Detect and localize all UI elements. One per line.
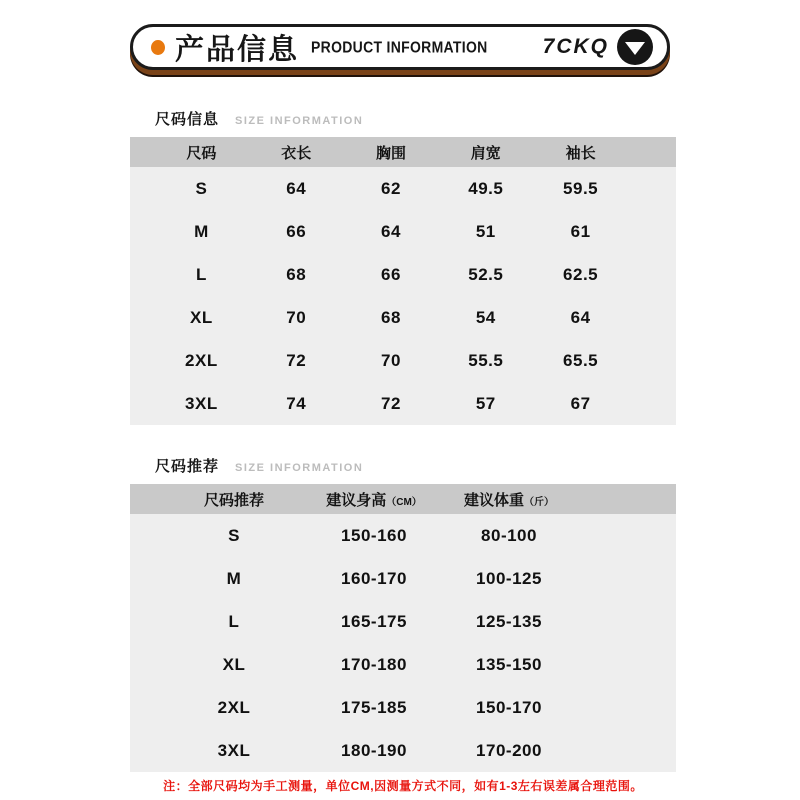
orange-dot-icon xyxy=(151,40,165,55)
value-cell: 66 xyxy=(381,264,401,284)
table-row xyxy=(154,686,628,729)
size-label: L xyxy=(195,264,207,284)
value-cell: 61 xyxy=(570,221,591,241)
brand-logo: 7CKQ xyxy=(542,35,609,58)
value-cell: 150-160 xyxy=(341,525,407,545)
value-cell: 74 xyxy=(286,393,307,413)
table-row xyxy=(154,514,628,557)
down-arrow-icon xyxy=(625,42,645,55)
value-cell: 165-175 xyxy=(341,611,407,631)
size-label: 3XL xyxy=(217,740,251,760)
table-row xyxy=(154,167,628,210)
section-title: 尺码信息 xyxy=(155,111,220,128)
column-header-label: 建议身高 xyxy=(326,491,387,509)
value-cell: 52.5 xyxy=(468,264,504,284)
value-cell: 59.5 xyxy=(563,178,599,198)
table-row xyxy=(154,253,628,296)
column-header xyxy=(314,489,434,510)
section-size-recommend-heading xyxy=(155,455,363,476)
value-cell: 66 xyxy=(286,221,307,241)
value-cell: 64 xyxy=(381,221,401,241)
value-cell: 68 xyxy=(286,264,307,284)
column-header-unit: （斤） xyxy=(524,496,554,508)
size-label: XL xyxy=(190,307,213,327)
table-row xyxy=(154,729,628,772)
value-cell: 64 xyxy=(570,307,591,327)
column-header: 衣长 xyxy=(281,144,312,162)
column-header-unit: （CM） xyxy=(386,496,422,508)
column-header: 肩宽 xyxy=(470,144,501,162)
size-table xyxy=(130,137,676,425)
table-row xyxy=(154,643,628,686)
column-header: 尺码 xyxy=(186,144,217,162)
value-cell: 62.5 xyxy=(563,264,599,284)
value-cell: 160-170 xyxy=(341,568,407,588)
column-header-label: 建议体重 xyxy=(463,491,524,509)
value-cell: 62 xyxy=(381,178,401,198)
value-cell: 54 xyxy=(475,307,496,327)
value-cell: 51 xyxy=(475,221,496,241)
table-row xyxy=(154,339,628,382)
column-header xyxy=(434,489,584,510)
value-cell: 57 xyxy=(475,393,496,413)
size-label: S xyxy=(195,178,208,198)
section-subtitle: SIZE INFORMATION xyxy=(235,115,364,127)
value-cell: 125-135 xyxy=(476,611,542,631)
size-label: S xyxy=(228,525,240,545)
size-recommend-table xyxy=(130,484,676,772)
size-recommend-table-body xyxy=(130,514,676,772)
size-label: L xyxy=(228,611,240,631)
value-cell: 64 xyxy=(286,178,307,198)
value-cell: 170-200 xyxy=(476,740,542,760)
value-cell: 55.5 xyxy=(468,350,504,370)
section-size-info-heading xyxy=(155,108,363,129)
table-row xyxy=(154,600,628,643)
size-recommend-header-row xyxy=(130,484,676,514)
size-label: M xyxy=(226,568,242,588)
column-header: 袖长 xyxy=(565,144,596,162)
table-row xyxy=(154,296,628,339)
column-header: 胸围 xyxy=(375,144,406,162)
measurement-note: 注：全部尺码均为手工测量，单位CM,因测量方式不同，如有1-3左右误差属合理范围。 xyxy=(163,779,643,793)
value-cell: 72 xyxy=(381,393,401,413)
section-title: 尺码推荐 xyxy=(155,458,220,475)
value-cell: 70 xyxy=(286,307,307,327)
value-cell: 68 xyxy=(381,307,401,327)
value-cell: 175-185 xyxy=(341,697,407,717)
value-cell: 100-125 xyxy=(476,568,542,588)
table-row xyxy=(154,382,628,425)
page-subtitle: PRODUCT INFORMATION xyxy=(311,38,488,56)
value-cell: 72 xyxy=(286,350,307,370)
size-label: M xyxy=(194,221,209,241)
value-cell: 150-170 xyxy=(476,697,542,717)
size-label: 2XL xyxy=(185,350,218,370)
value-cell: 70 xyxy=(381,350,401,370)
column-header-label: 尺码推荐 xyxy=(203,491,264,509)
table-row xyxy=(154,210,628,253)
value-cell: 65.5 xyxy=(563,350,599,370)
header-banner xyxy=(130,24,670,70)
value-cell: 80-100 xyxy=(481,525,537,545)
value-cell: 67 xyxy=(570,393,591,413)
size-table-body xyxy=(130,167,676,425)
value-cell: 49.5 xyxy=(468,178,504,198)
page-title: 产品信息 xyxy=(175,33,300,66)
value-cell: 135-150 xyxy=(476,654,542,674)
down-arrow-circle-icon xyxy=(617,29,653,65)
size-table-header-row xyxy=(130,137,676,167)
value-cell: 180-190 xyxy=(341,740,407,760)
value-cell: 170-180 xyxy=(341,654,407,674)
size-label: XL xyxy=(222,654,246,674)
size-label: 2XL xyxy=(217,697,251,717)
section-subtitle: SIZE INFORMATION xyxy=(235,462,364,474)
column-header xyxy=(154,489,314,510)
table-row xyxy=(154,557,628,600)
size-label: 3XL xyxy=(185,393,218,413)
